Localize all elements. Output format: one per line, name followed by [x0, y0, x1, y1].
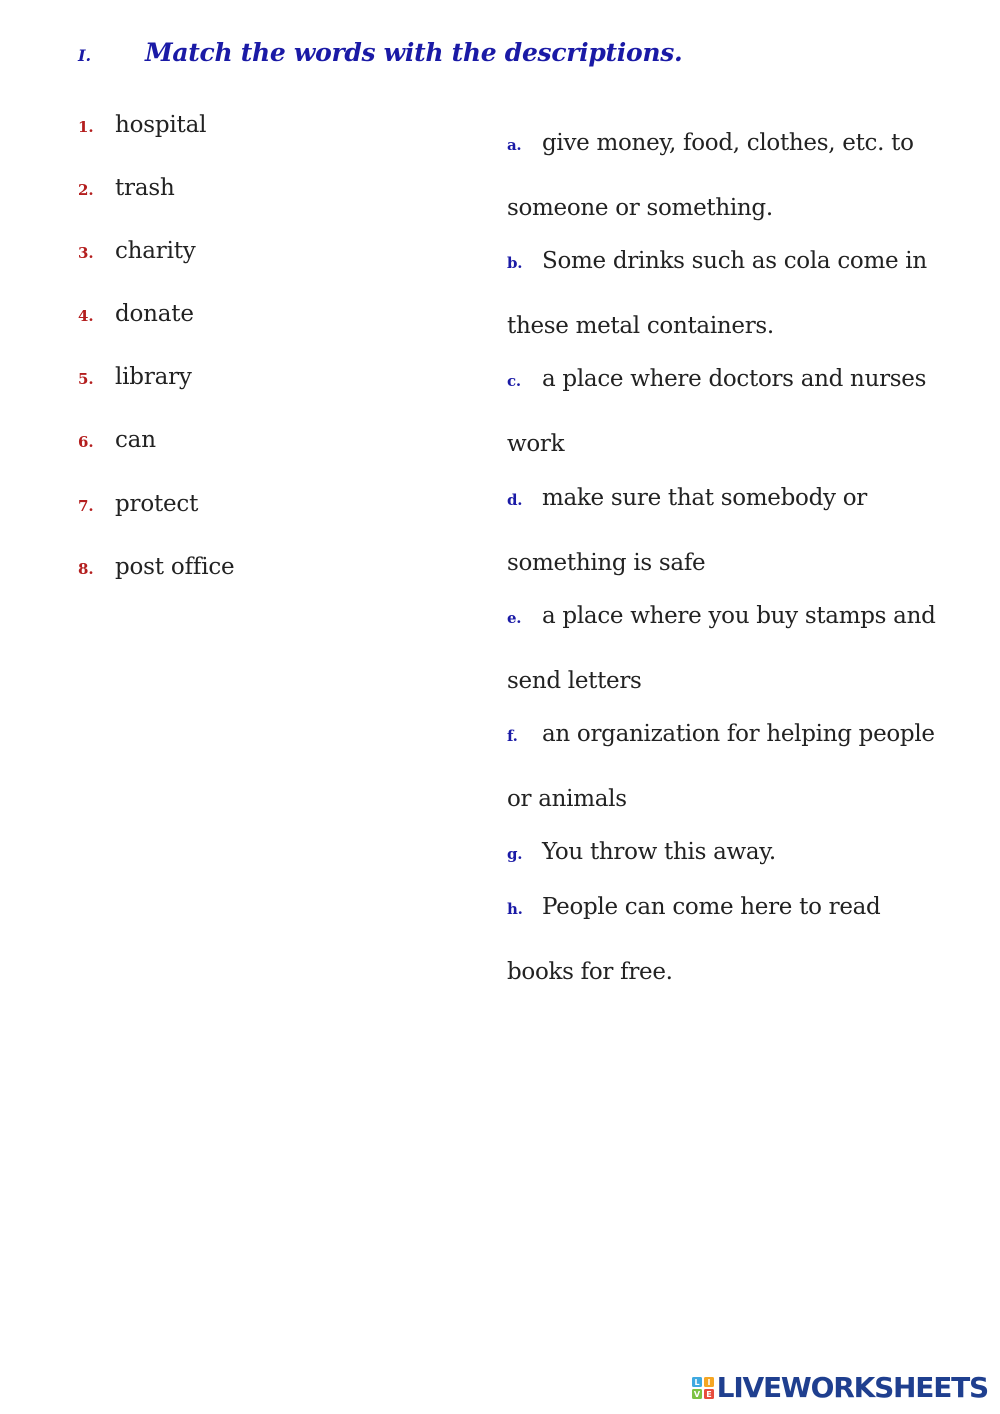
word-text: charity [115, 238, 196, 265]
description-item [507, 467, 947, 595]
word-item [78, 301, 458, 364]
description-item [507, 230, 947, 358]
exercise-title: Match the words with the descriptions. [145, 38, 683, 67]
svg-text:E: E [705, 1389, 712, 1399]
word-list [78, 112, 458, 617]
word-number: 5. [78, 370, 94, 389]
word-number: 2. [78, 181, 94, 200]
svg-text:L: L [694, 1377, 700, 1387]
description-text: an organization for helping people or animals [507, 720, 935, 813]
exercise-number: I. [78, 46, 92, 65]
word-item [78, 491, 458, 554]
word-item [78, 175, 458, 238]
word-text: post office [115, 553, 235, 580]
description-letter: h. [507, 900, 523, 919]
description-item [507, 703, 947, 831]
description-letter: d. [507, 490, 523, 509]
word-text: trash [115, 175, 175, 202]
description-item [507, 876, 947, 1004]
description-text: a place where doctors and nurses work [507, 366, 927, 458]
word-number: 4. [78, 307, 94, 326]
description-letter: c. [507, 372, 521, 391]
liveworksheets-wordmark: LIVEWORKSHEETS [716, 1371, 988, 1404]
description-text: Some drinks such as cola come in these metal containers. [507, 248, 927, 340]
description-letter: e. [507, 608, 522, 627]
description-text: a place where you buy stamps and send letters [507, 602, 936, 694]
svg-text:V: V [693, 1389, 700, 1399]
description-text: You throw this away. [542, 839, 776, 866]
word-text: can [115, 427, 156, 454]
liveworksheets-logo-icon [692, 1377, 714, 1399]
description-item [507, 585, 947, 713]
word-item [78, 238, 458, 301]
description-letter: b. [507, 254, 523, 273]
description-letter: g. [507, 845, 523, 864]
description-list [507, 112, 947, 1004]
description-letter: a. [507, 136, 522, 154]
description-text: give money, food, clothes, etc. to someone or something. [507, 130, 914, 222]
word-number: 7. [78, 496, 94, 515]
word-item [78, 364, 458, 427]
word-text: hospital [115, 112, 207, 138]
word-text: protect [115, 490, 199, 517]
description-item [507, 112, 947, 240]
description-letter: f. [507, 726, 518, 745]
word-number: 3. [78, 244, 94, 263]
word-text: donate [115, 301, 194, 328]
word-item [78, 427, 458, 490]
liveworksheets-logo [692, 1371, 988, 1404]
description-item [507, 348, 947, 476]
word-item [78, 112, 458, 175]
word-text: library [115, 364, 192, 391]
word-item [78, 554, 458, 617]
description-text: make sure that somebody or something is safe [507, 484, 867, 576]
word-number: 8. [78, 559, 94, 578]
svg-text:I: I [707, 1377, 711, 1387]
description-text: People can come here to read books for free. [507, 894, 881, 986]
exercise-heading [78, 38, 682, 78]
word-number: 6. [78, 433, 94, 452]
word-number: 1. [78, 118, 94, 136]
